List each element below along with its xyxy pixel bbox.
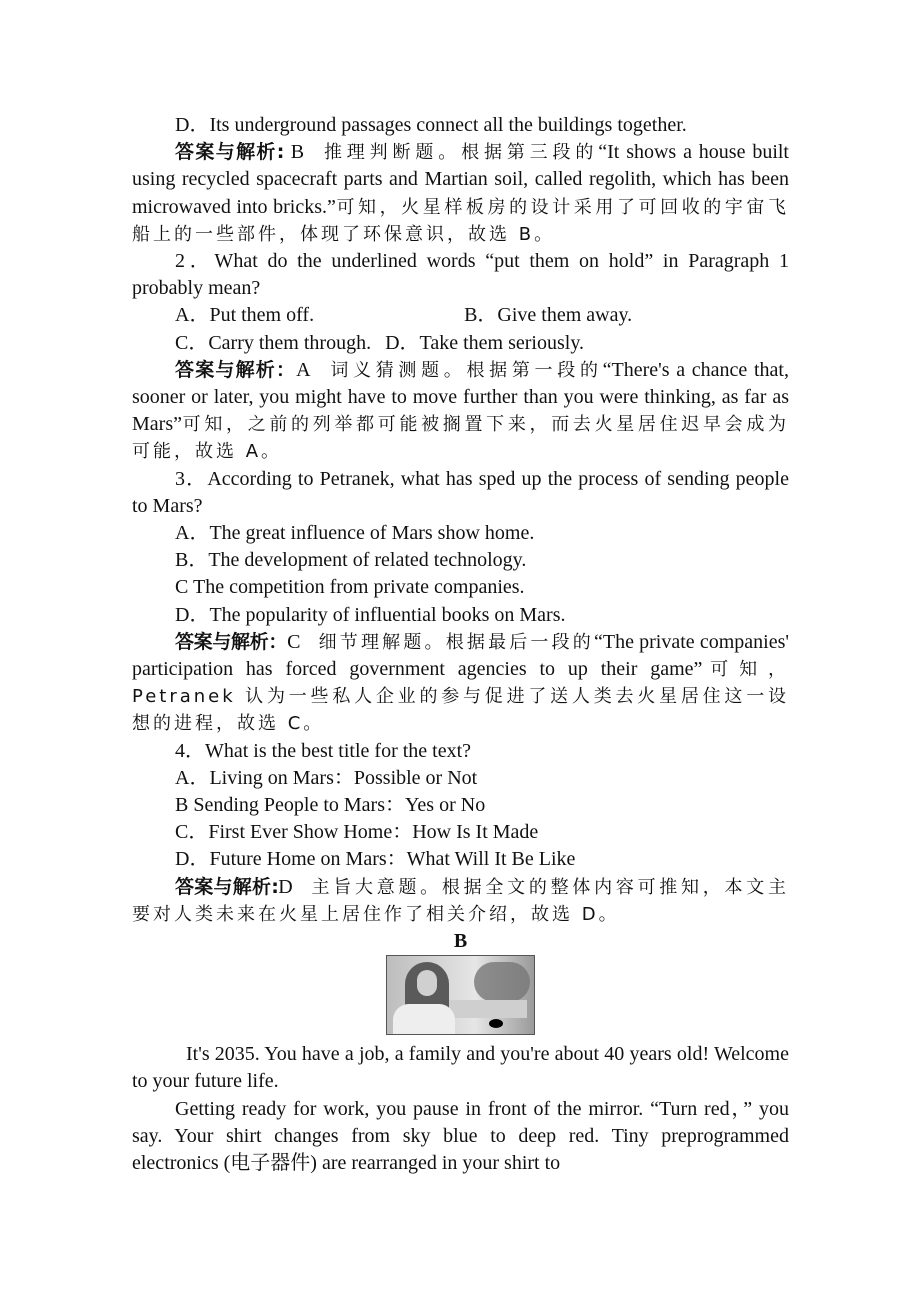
q1-option-d: D．Its underground passages connect all the buildings together. (175, 114, 687, 136)
answer-explanation: 可知，之前的列举都可能被搁置下来，而去火星居住迟早会成为可能，故选 A。 (132, 414, 789, 463)
q1-answer (132, 139, 789, 248)
answer-label: 答案与解析： (175, 630, 288, 653)
q2-answer (132, 357, 789, 466)
section-title: B (453, 930, 468, 953)
q2-stem: 2．What do the underlined words “put them on hold” in Paragraph 1 probably mean? (132, 250, 789, 300)
woman-at-table-photo (386, 955, 535, 1035)
q2-options-row-2 (132, 330, 789, 357)
answer-letter: A (296, 358, 311, 381)
q2-option-d: D．Take them seriously. (385, 331, 585, 354)
story-paragraph-2: Getting ready for work, you pause in front of the mirror. “Turn red，” you say. Your shirt changes from sky blue to deep red. Tiny preprogrammed electronics (电子器件) are rearranged in your shirt to (132, 1097, 789, 1174)
answer-quote: “It shows a house built using recycled spacecraft parts and Martian soil, called regolith, which has been microwaved into bricks.” (132, 141, 789, 218)
q4-option-c: C．First Ever Show Home：How Is It Made (175, 821, 539, 844)
q4-option-d: D．Future Home on Mars：What Will It Be Like (175, 848, 576, 871)
answer-label: 答案与解析： (175, 358, 297, 381)
answer-label: 答案与解析: (175, 141, 284, 164)
table-shape (447, 1000, 527, 1018)
answer-type: 细节理解题。根据最后一段的 (318, 631, 594, 653)
q3-stem: 3．According to Petranek, what has sped up the process of sending people to Mars? (132, 467, 789, 517)
q2-option-c: C．Carry them through. (175, 331, 372, 354)
answer-letter: D (278, 875, 293, 898)
q3-option-b: B．The development of related technology. (175, 549, 527, 572)
q2-option-a: A．Put them off. (175, 304, 315, 327)
q4-option-a: A．Living on Mars：Possible or Not (175, 766, 478, 789)
q3-option-c: C The competition from private companies. (175, 576, 525, 599)
answer-explanation: 主旨大意题。根据全文的整体内容可推知，本文主要对人类未来在火星上居住作了相关介绍，故选 D。 (132, 876, 789, 925)
answer-letter: B (290, 141, 305, 164)
document-page (132, 112, 789, 1177)
q4-stem: 4．What is the best title for the text? (175, 739, 472, 762)
answer-type: 推理判断题。根据第三段的 (322, 142, 599, 164)
face-shape (417, 970, 437, 996)
answer-type: 词义猜测题。根据第一段的 (328, 359, 603, 381)
body-shape (393, 1004, 455, 1035)
answer-explanation: 可知，火星样板房的设计采用了可回收的宇宙飞船上的一些部件，体现了环保意识，故选 B。 (132, 196, 789, 245)
q4-option-b: B Sending People to Mars：Yes or No (175, 794, 486, 817)
answer-explanation: 可知，Petranek 认为一些私人企业的参与促进了送人类去火星居住这一设想的进程，故选 C。 (132, 659, 790, 735)
q3-option-a: A．The great influence of Mars show home. (175, 522, 535, 545)
q2-options-row-1 (132, 302, 789, 329)
answer-quote: “There's a chance that, sooner or later, you might have to move further than you were thinking, as far as Mars” (132, 358, 789, 436)
answer-label: 答案与解析: (175, 875, 279, 898)
story-paragraph-1: It's 2035. You have a job, a family and you're about 40 years old! Welcome to your future life. (132, 1043, 789, 1093)
answer-quote: “The private companies' participation has forced government agencies to up their game” (132, 630, 789, 681)
q2-option-b: B．Give them away. (464, 304, 633, 327)
tree-shape (474, 962, 530, 1002)
q3-answer (132, 629, 789, 738)
q4-answer (132, 874, 789, 928)
answer-letter: C (287, 630, 301, 653)
q3-option-d: D．The popularity of influential books on Mars. (175, 603, 566, 626)
object-shape (489, 1019, 503, 1028)
